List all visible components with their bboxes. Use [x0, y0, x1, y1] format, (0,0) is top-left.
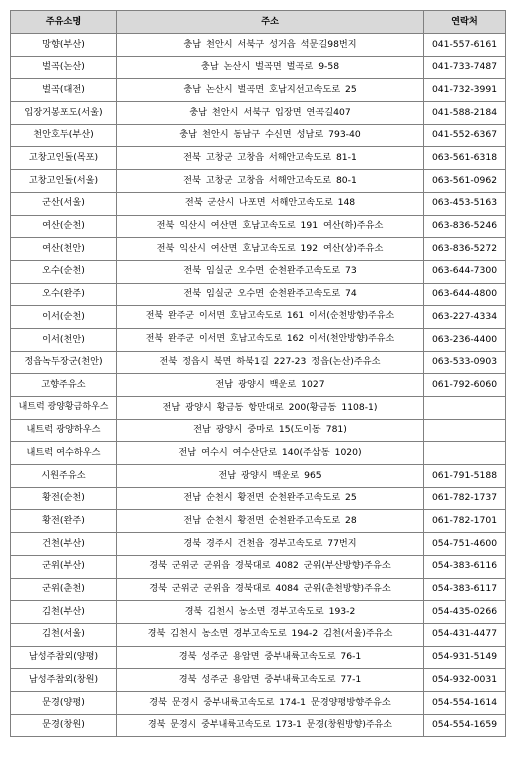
phone-cell: 063-644-4800 [424, 283, 506, 306]
gas-station-table [10, 10, 506, 737]
phone-cell: 041-552-6367 [424, 124, 506, 147]
station-name-cell: 황전(순천) [11, 487, 117, 510]
phone-cell: 061-791-5188 [424, 465, 506, 488]
station-name-cell: 내트럭 여수하우스 [11, 442, 117, 465]
table-row [11, 578, 506, 601]
station-name-cell: 문경(양평) [11, 691, 117, 714]
phone-cell: 054-554-1659 [424, 714, 506, 737]
gas-station-table-container [10, 10, 505, 737]
address-cell: 전남 여수시 여수산단로 140(주삼동 1020) [117, 442, 424, 465]
phone-cell: 054-431-4477 [424, 623, 506, 646]
phone-cell: 041-733-7487 [424, 56, 506, 79]
station-name-cell: 김천(부산) [11, 601, 117, 624]
table-row [11, 691, 506, 714]
table-row [11, 623, 506, 646]
address-cell: 경북 문경시 중부내륙고속도로 173-1 문경(창원방향)주유소 [117, 714, 424, 737]
address-cell: 전남 광양시 황금동 항만대로 200(황금동 1108-1) [117, 397, 424, 420]
address-cell: 전북 고창군 고창읍 서해안고속도로 81-1 [117, 147, 424, 170]
address-cell: 전남 광양시 백운로 965 [117, 465, 424, 488]
phone-cell: 061-782-1701 [424, 510, 506, 533]
address-cell: 경북 문경시 중부내륙고속도로 174-1 문경양평방향주유소 [117, 691, 424, 714]
phone-cell: 063-453-5163 [424, 192, 506, 215]
address-cell: 전남 광양시 백운로 1027 [117, 374, 424, 397]
phone-cell: 041-557-6161 [424, 34, 506, 57]
station-name-cell: 황전(완주) [11, 510, 117, 533]
address-cell: 충남 논산시 벌곡면 호남지선고속도로 25 [117, 79, 424, 102]
station-name-cell: 남성주참외(창원) [11, 669, 117, 692]
table-row [11, 533, 506, 556]
phone-cell [424, 419, 506, 442]
address-cell: 전북 익산시 여산면 호남고속도로 192 여산(상)주유소 [117, 238, 424, 261]
phone-cell: 063-561-0962 [424, 170, 506, 193]
table-row [11, 442, 506, 465]
station-name-cell: 오수(완주) [11, 283, 117, 306]
address-cell: 전북 완주군 이서면 호남고속도로 162 이서(천안방향)주유소 [117, 328, 424, 351]
table-row [11, 555, 506, 578]
table-row [11, 102, 506, 125]
phone-cell: 063-836-5272 [424, 238, 506, 261]
table-row [11, 215, 506, 238]
table-row [11, 669, 506, 692]
table-row [11, 147, 506, 170]
station-name-cell: 벌곡(대전) [11, 79, 117, 102]
phone-cell: 041-588-2184 [424, 102, 506, 125]
address-cell: 전북 고창군 고창읍 서해안고속도로 80-1 [117, 170, 424, 193]
table-row [11, 374, 506, 397]
table-row [11, 79, 506, 102]
phone-cell: 041-732-3991 [424, 79, 506, 102]
table-row [11, 283, 506, 306]
table-row [11, 487, 506, 510]
table-row [11, 306, 506, 329]
phone-cell: 054-751-4600 [424, 533, 506, 556]
table-row [11, 192, 506, 215]
phone-cell: 063-533-0903 [424, 351, 506, 374]
header-phone: 연락처 [424, 11, 506, 34]
address-cell: 충남 논산시 벌곡면 벌곡로 9-58 [117, 56, 424, 79]
station-name-cell: 오수(순천) [11, 260, 117, 283]
address-cell: 경북 군위군 군위읍 경북대로 4084 군위(춘천방향)주유소 [117, 578, 424, 601]
station-name-cell: 김천(서울) [11, 623, 117, 646]
phone-cell: 063-644-7300 [424, 260, 506, 283]
address-cell: 충남 천안시 서북구 입장면 연곡길407 [117, 102, 424, 125]
station-name-cell: 남성주참외(양평) [11, 646, 117, 669]
address-cell: 경북 경주시 건천읍 경부고속도로 77번지 [117, 533, 424, 556]
station-name-cell: 군산(서울) [11, 192, 117, 215]
station-name-cell: 여산(천안) [11, 238, 117, 261]
station-name-cell: 내트럭 광양황금하우스 [11, 397, 117, 420]
header-address: 주소 [117, 11, 424, 34]
address-cell: 경북 성주군 용암면 중부내륙고속도로 76-1 [117, 646, 424, 669]
phone-cell: 061-782-1737 [424, 487, 506, 510]
address-cell: 전북 완주군 이서면 호남고속도로 161 이서(순천방향)주유소 [117, 306, 424, 329]
address-cell: 충남 천안시 서북구 성거읍 석문길98번지 [117, 34, 424, 57]
table-row [11, 124, 506, 147]
station-name-cell: 내트럭 광양하우스 [11, 419, 117, 442]
phone-cell: 054-383-6117 [424, 578, 506, 601]
station-name-cell: 이서(천안) [11, 328, 117, 351]
address-cell: 전북 군산시 나포면 서해안고속도로 148 [117, 192, 424, 215]
phone-cell: 054-554-1614 [424, 691, 506, 714]
station-name-cell: 문경(창원) [11, 714, 117, 737]
station-name-cell: 건천(부산) [11, 533, 117, 556]
phone-cell: 063-561-6318 [424, 147, 506, 170]
address-cell: 충남 천안시 동남구 수신면 성남로 793-40 [117, 124, 424, 147]
table-row [11, 465, 506, 488]
table-row [11, 351, 506, 374]
table-row [11, 646, 506, 669]
address-cell: 경북 김천시 농소면 경부고속도로 194-2 김천(서울)주유소 [117, 623, 424, 646]
table-row [11, 328, 506, 351]
table-header-row [11, 11, 506, 34]
table-row [11, 56, 506, 79]
table-row [11, 238, 506, 261]
station-name-cell: 입장거봉포도(서울) [11, 102, 117, 125]
station-name-cell: 군위(춘천) [11, 578, 117, 601]
address-cell: 전남 순천시 황전면 순천완주고속도로 28 [117, 510, 424, 533]
station-name-cell: 이서(순천) [11, 306, 117, 329]
station-name-cell: 정읍녹두장군(천안) [11, 351, 117, 374]
table-row [11, 260, 506, 283]
address-cell: 전북 익산시 여산면 호남고속도로 191 여산(하)주유소 [117, 215, 424, 238]
station-name-cell: 망향(부산) [11, 34, 117, 57]
phone-cell: 063-227-4334 [424, 306, 506, 329]
table-row [11, 510, 506, 533]
phone-cell: 061-792-6060 [424, 374, 506, 397]
address-cell: 경북 군위군 군위읍 경북대로 4082 군위(부산방향)주유소 [117, 555, 424, 578]
table-row [11, 34, 506, 57]
header-name: 주유소명 [11, 11, 117, 34]
address-cell: 전북 정읍시 북면 하북1길 227-23 정읍(논산)주유소 [117, 351, 424, 374]
station-name-cell: 고향주유소 [11, 374, 117, 397]
table-row [11, 170, 506, 193]
table-body [11, 34, 506, 737]
address-cell: 전남 광양시 중마로 15(도이동 781) [117, 419, 424, 442]
station-name-cell: 시원주유소 [11, 465, 117, 488]
phone-cell: 063-836-5246 [424, 215, 506, 238]
station-name-cell: 고창고인돌(서울) [11, 170, 117, 193]
phone-cell: 054-435-0266 [424, 601, 506, 624]
table-row [11, 714, 506, 737]
phone-cell: 054-931-5149 [424, 646, 506, 669]
station-name-cell: 여산(순천) [11, 215, 117, 238]
phone-cell [424, 397, 506, 420]
address-cell: 전북 임실군 오수면 순천완주고속도로 73 [117, 260, 424, 283]
phone-cell: 054-383-6116 [424, 555, 506, 578]
station-name-cell: 고창고인돌(목포) [11, 147, 117, 170]
station-name-cell: 천안호두(부산) [11, 124, 117, 147]
phone-cell: 054-932-0031 [424, 669, 506, 692]
table-row [11, 419, 506, 442]
table-row [11, 397, 506, 420]
address-cell: 경북 성주군 용암면 중부내륙고속도로 77-1 [117, 669, 424, 692]
station-name-cell: 벌곡(논산) [11, 56, 117, 79]
station-name-cell: 군위(부산) [11, 555, 117, 578]
address-cell: 전북 임실군 오수면 순천완주고속도로 74 [117, 283, 424, 306]
address-cell: 전남 순천시 황전면 순천완주고속도로 25 [117, 487, 424, 510]
address-cell: 경북 김천시 농소면 경부고속도로 193-2 [117, 601, 424, 624]
phone-cell: 063-236-4400 [424, 328, 506, 351]
phone-cell [424, 442, 506, 465]
table-row [11, 601, 506, 624]
